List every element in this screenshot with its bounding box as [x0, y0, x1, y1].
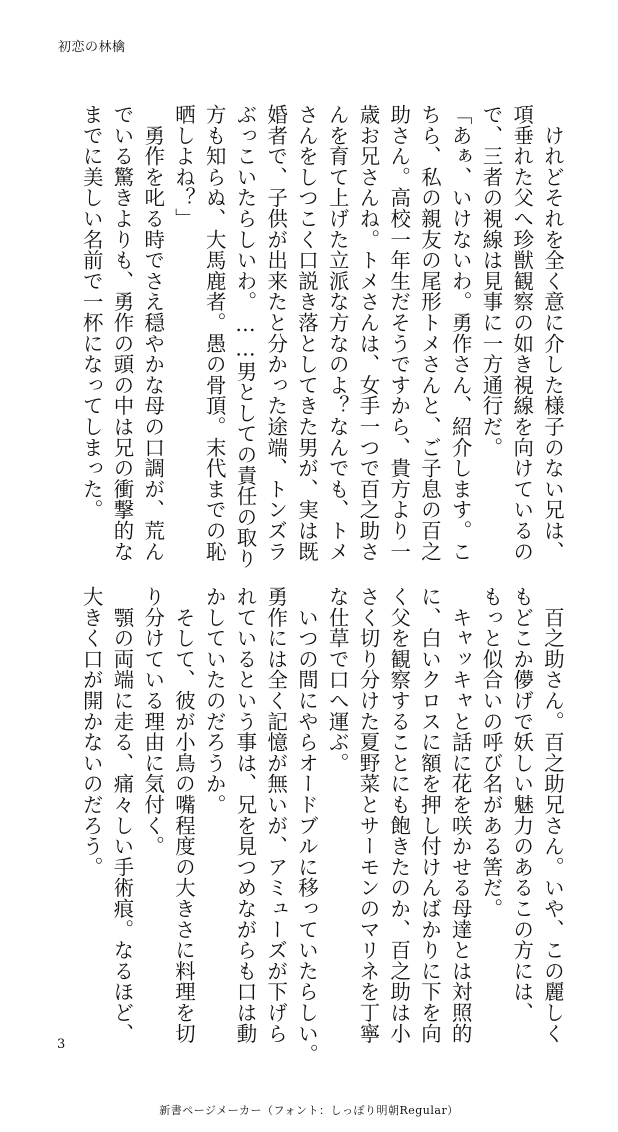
text-line: 項垂れた父へ珍獣観察の如き視線を向けているの	[510, 104, 535, 562]
text-line: かしていたのだろうか。	[202, 586, 227, 815]
text-line: ぶっこいたらしいわ。……男としての責任の取り	[233, 104, 258, 569]
text-line: 「あぁ、いけないわ。勇作さん、紹介します。こ	[448, 104, 473, 562]
text-line: に、白いクロスに額を押し付けんばかりに下を向	[418, 586, 442, 1044]
text-line: 晒しよね？」	[172, 104, 196, 229]
text-line: でいる驚きよりも、勇作の頭の中は兄の衝撃的な	[110, 104, 135, 562]
text-line: いつの間にやらオードブルに移っていたらしい。	[295, 586, 319, 1065]
text-line: さく切り分けた夏野菜とサーモンのマリネを丁寧	[356, 586, 381, 1044]
text-line: 大きく口が開かないのだろう。	[79, 586, 104, 878]
lower-text-block	[58, 586, 568, 1065]
upper-text-block	[58, 104, 568, 569]
text-line: ちら、私の親友の尾形トメさんと、ご子息の百之	[418, 104, 442, 562]
text-line: く父を観察することにも飽きたのか、百之助は小	[387, 586, 412, 1044]
text-line: もっと似合いの呼び名がある筈だ。	[479, 586, 504, 919]
text-line: で、三者の視線は見事に一方通行だ。	[479, 104, 504, 458]
text-line: 歳お兄さんね。トメさんは、女手一つで百之助さ	[356, 104, 381, 562]
text-line: さんをしつこく口説き落としてきた男が、実は既	[295, 104, 319, 562]
text-line: 顎の両端に走る、痛々しい手術痕。なるほど、	[110, 586, 135, 1044]
text-line: けれどそれを全く意に介した様子のない兄は、	[541, 104, 565, 562]
text-line: もどこか儚げで妖しい魅力のあるこの方には、	[510, 586, 535, 1023]
text-line: までに美しい名前で一杯になってしまった。	[79, 104, 104, 520]
text-line: 百之助さん。百之助兄さん。いや、この麗しく	[541, 586, 565, 1044]
text-line: んを育て上げた立派な方なのよ？なんでも、トメ	[325, 104, 350, 562]
text-line: 勇作を叱る時でさえ穏やかな母の口調が、荒ん	[141, 104, 166, 562]
text-line: 婚者で、子供が出来たと分かった途端、トンズラ	[264, 104, 289, 562]
text-line: れているという事は、兄を見つめながらも口は動	[233, 586, 258, 1044]
text-line: り分けている理由に気付く。	[141, 586, 166, 857]
book-title-header: 初恋の林檎	[58, 40, 126, 55]
page-number: 3	[57, 1037, 66, 1052]
text-line: そして、彼が小鳥の嘴程度の大きさに料理を切	[172, 586, 196, 1044]
footer-credit: 新書ページメーカー（フォント：しっぽり明朝Regular）	[159, 1104, 459, 1117]
text-line: な仕草で口へ運ぶ。	[325, 586, 350, 774]
text-line: 方も知らぬ、大馬鹿者。愚の骨頂。末代までの恥	[202, 104, 227, 562]
text-line: 助さん。高校一年生だそうですから、貴方より一	[387, 104, 412, 562]
text-line: キャッキャと話に花を咲かせる母達とは対照的	[448, 586, 473, 1044]
text-line: 勇作には全く記憶が無いが、アミューズが下げら	[264, 586, 289, 1044]
